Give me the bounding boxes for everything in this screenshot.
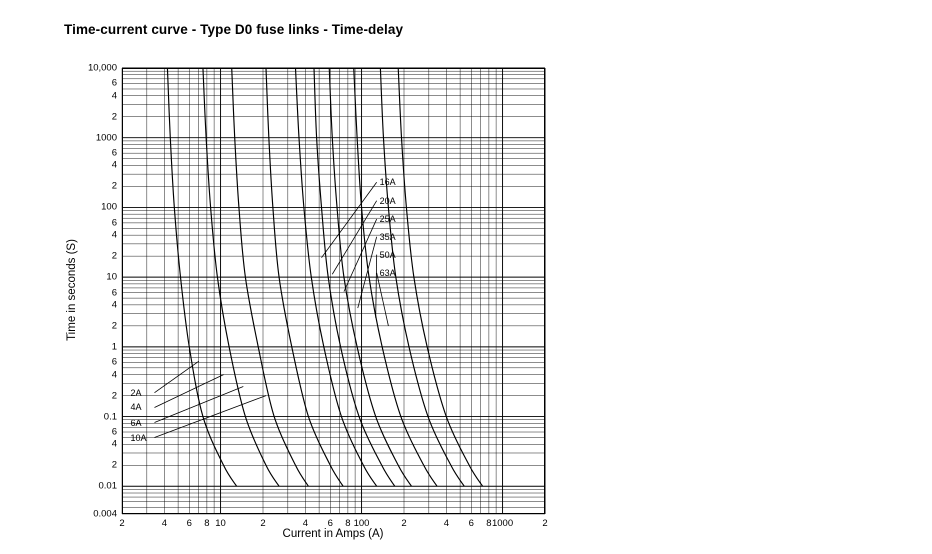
y-tick-label: 4: [111, 90, 117, 102]
curve-label-10A: 10A: [130, 432, 147, 443]
y-tick-label: 0.1: [103, 411, 117, 423]
curve-leader-line: [154, 386, 243, 422]
x-tick-label: 8: [486, 518, 492, 529]
curve-label-63A: 63A: [379, 267, 396, 278]
y-tick-label: 4: [111, 159, 117, 171]
curve-leader-line: [358, 237, 377, 308]
x-tick-label: 2: [119, 518, 125, 529]
curve-label-35A: 35A: [379, 231, 396, 242]
y-tick-label: 1: [111, 341, 117, 353]
x-tick-label: 100: [353, 518, 370, 529]
curve-16A: [295, 68, 376, 486]
y-tick-label: 0.004: [93, 508, 117, 520]
y-tick-label: 6: [111, 426, 117, 438]
x-tick-label: 4: [443, 518, 450, 529]
page-title: Time-current curve - Type D0 fuse links - Time-delay: [64, 22, 404, 37]
curve-6A: [232, 68, 309, 486]
curve-leader-line: [154, 396, 265, 438]
y-tick-label: 4: [111, 229, 117, 241]
curve-2A: [167, 68, 236, 486]
y-tick-label: 2: [111, 459, 117, 471]
curve-label-50A: 50A: [379, 249, 396, 260]
curve-leader-line: [376, 255, 377, 318]
x-tick-label: 6: [468, 518, 474, 529]
x-tick-label: 8: [345, 518, 351, 529]
x-tick-label: 6: [327, 518, 333, 529]
y-tick-label: 10,000: [87, 62, 117, 74]
x-tick-label: 8: [204, 518, 210, 529]
x-tick-label: 4: [302, 518, 309, 529]
curve-label-25A: 25A: [379, 214, 396, 225]
y-tick-label: 100: [101, 201, 117, 213]
y-axis-title: Time in seconds (S): [66, 239, 78, 341]
curve-label-6A: 6A: [130, 417, 142, 428]
y-tick-label: 1000: [95, 132, 117, 144]
curve-label-16A: 16A: [379, 177, 396, 188]
curve-label-2A: 2A: [130, 387, 142, 398]
y-tick-label: 2: [111, 111, 117, 123]
x-axis-title: Current in Amps (A): [282, 528, 384, 540]
curve-4A: [203, 68, 279, 486]
y-tick-label: 6: [111, 287, 117, 299]
time-current-curve-chart: [87, 62, 548, 529]
y-tick-label: 4: [111, 369, 117, 381]
x-tick-label: 10: [215, 518, 226, 529]
y-tick-label: 4: [111, 299, 117, 311]
y-tick-label: 2: [111, 250, 117, 262]
y-tick-label: 0.01: [98, 480, 117, 492]
y-tick-label: 2: [111, 320, 117, 332]
x-tick-label: 1000: [491, 518, 514, 529]
curve-63A: [398, 68, 482, 486]
curve-leader-line: [154, 361, 198, 392]
x-tick-label: 4: [161, 518, 168, 529]
y-tick-label: 6: [111, 147, 117, 159]
curve-label-20A: 20A: [379, 195, 396, 206]
y-tick-label: 4: [111, 438, 117, 450]
y-tick-label: 6: [111, 217, 117, 229]
curve-25A: [329, 68, 411, 486]
y-tick-label: 2: [111, 390, 117, 402]
curve-leader-line: [377, 273, 389, 326]
chart-curves: [122, 68, 545, 514]
x-tick-label: 2: [542, 518, 548, 529]
x-tick-label: 6: [186, 518, 192, 529]
curve-leader-line: [154, 375, 223, 408]
y-tick-label: 6: [111, 77, 117, 89]
x-tick-label: 2: [401, 518, 407, 529]
y-tick-label: 10: [106, 271, 117, 283]
y-tick-label: 6: [111, 356, 117, 368]
x-tick-label: 2: [260, 518, 266, 529]
y-tick-label: 2: [111, 180, 117, 192]
curve-label-4A: 4A: [130, 402, 142, 413]
